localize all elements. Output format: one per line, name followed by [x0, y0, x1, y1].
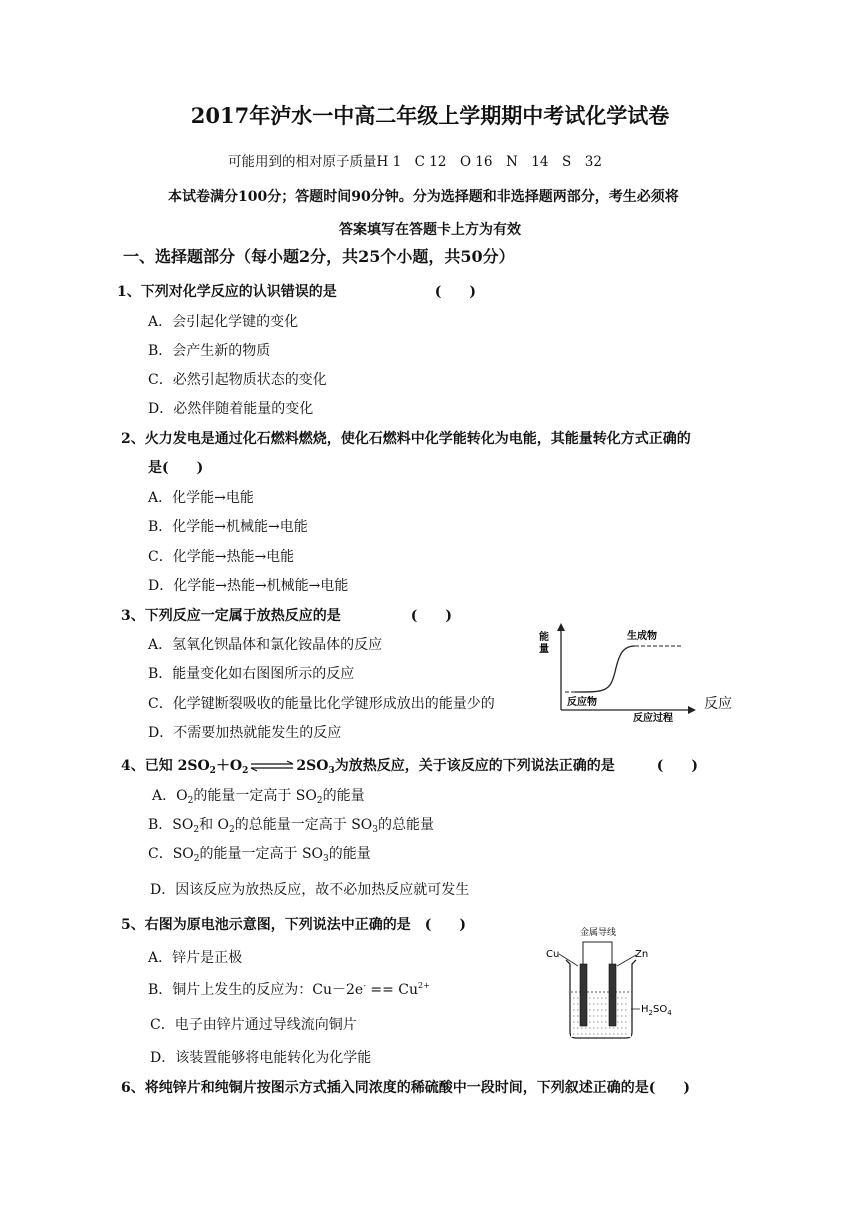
q4b-sub-1: 2	[193, 825, 200, 835]
question-4-stem	[121, 757, 698, 780]
q4b-part-2: 和 O	[199, 817, 230, 833]
q4c-sub-1: 2	[193, 854, 200, 864]
q4-stem-plus: ＋O	[215, 758, 243, 774]
so-label: SO	[653, 1004, 668, 1015]
energy-axis-x-arrow	[688, 706, 696, 714]
question-2-stem-line-1: 2、火力发电是通过化石燃料燃烧，使化石燃料中化学能转化为电能，其能量转化方式正确的	[121, 431, 691, 447]
q4b-sub-3: 3	[372, 825, 379, 835]
question-4-option-a	[152, 787, 365, 810]
question-2-option-c: C．化学能→热能→电能	[148, 549, 295, 565]
question-5-option-c: C．电子由锌片通过导线流向铜片	[150, 1017, 357, 1033]
question-1-option-d: D．必然伴随着能量的变化	[148, 401, 314, 417]
question-4-option-c	[148, 845, 371, 868]
zn-label-leader	[617, 955, 636, 966]
question-5-option-a: A．锌片是正极	[148, 950, 243, 966]
question-2-option-d: D．化学能→热能→机械能→电能	[148, 578, 349, 594]
question-5-stem: 5、右图为原电池示意图，下列说法中正确的是 ( )	[121, 917, 466, 933]
q4a-part-2: 的能量一定高于 SO	[193, 788, 317, 804]
energy-axis-y-arrow	[557, 623, 565, 631]
q4a-sub-2: 2	[316, 796, 323, 806]
q5b-prefix: B．铜片上发生的反应为：Cu－2e	[148, 982, 364, 998]
q4c-sub-2: 3	[323, 854, 329, 864]
instructions-line-1: 本试卷满分100分；答题时间90分钟。分为选择题和非选择题两部分，考生必须将	[168, 189, 679, 205]
page-title: 2017年泸水一中高二年级上学期期中考试化学试卷	[190, 103, 670, 128]
question-4-option-b	[148, 816, 434, 839]
question-3-option-d: D．不需要加热就能发生的反应	[148, 725, 342, 741]
question-5-option-d: D．该装置能够将电能转化为化学能	[150, 1050, 372, 1066]
q4a-part-1: A．O	[152, 788, 188, 804]
q4b-part-4: 的总能量	[378, 817, 435, 833]
wire-label: 金属导线	[580, 928, 617, 938]
galvanic-cell-diagram	[540, 922, 685, 1044]
q4-stem-suffix: 为放热反应，关于该反应的下列说法正确的是 ( )	[334, 758, 698, 774]
product-label: 生成物	[627, 631, 657, 642]
atomic-masses: 可能用到的相对原子质量H 1 C 12 O 16 N 14 S 32	[228, 154, 602, 170]
instructions-line-2: 答案填写在答题卡上方为有效	[339, 222, 521, 238]
question-1-option-a: A．会引起化学键的变化	[148, 314, 299, 330]
electrolyte-label	[641, 1004, 672, 1017]
cu-label-leader	[559, 954, 578, 966]
cu-electrode	[580, 964, 587, 1026]
cu-electrode-label: Cu	[546, 949, 560, 960]
q4a-part-3: 的能量	[322, 788, 365, 804]
q4c-part-3: 的能量	[328, 846, 371, 862]
energy-axis-y-label-2: 量	[539, 644, 549, 655]
question-2-option-b: B．化学能→机械能→电能	[148, 519, 308, 535]
zn-electrode	[609, 964, 616, 1026]
question-2-stem-line-2: 是( )	[148, 460, 204, 476]
q4-stem-sub-3: 3	[328, 766, 335, 776]
h-sub: 2	[648, 1009, 653, 1017]
q5b-sup-2: 2+	[418, 981, 430, 990]
question-1-option-b: B．会产生新的物质	[148, 343, 271, 359]
q4-stem-mid: 2SO	[296, 758, 329, 774]
question-3-option-b: B．能量变化如右图图所示的反应	[148, 666, 355, 682]
q4-stem-sub-2: 2	[242, 766, 249, 776]
q4-stem-prefix: 4、已知 2SO	[121, 758, 210, 774]
so4-sub: 4	[667, 1009, 672, 1017]
reactant-label: 反应物	[567, 697, 597, 708]
section-heading-choice: 一、选择题部分（每小题2分，共25个小题，共50分）	[123, 247, 515, 266]
energy-axis-y-label-1: 能	[539, 632, 549, 643]
energy-curve	[575, 646, 635, 692]
question-3-option-c: C．化学键断裂吸收的能量比化学键形成放出的能量少的	[148, 696, 495, 712]
question-6-stem: 6、将纯锌片和纯铜片按图示方式插入同浓度的稀硫酸中一段时间，下列叙述正确的是( )	[121, 1080, 690, 1096]
energy-diagram	[535, 622, 700, 724]
question-4-option-d: D．因该反应为放热反应，故不必加热反应就可发生	[150, 882, 470, 898]
reaction-progress-label: 反应过程	[633, 713, 673, 724]
question-1-stem: 1、下列对化学反应的认识错误的是 ( )	[117, 284, 476, 300]
q4-stem-sub-1: 2	[209, 766, 216, 776]
q4a-sub-1: 2	[187, 796, 194, 806]
question-5-option-b	[148, 977, 430, 999]
q5b-mid: == Cu	[365, 982, 419, 998]
zn-electrode-label: Zn	[635, 949, 649, 960]
q4c-part-1: C．SO	[148, 846, 194, 862]
metal-wire	[583, 942, 612, 964]
q5b-sup-1: -	[363, 981, 366, 990]
question-2-option-a: A．化学能→电能	[148, 490, 254, 506]
q4b-part-3: 的总能量一定高于 SO	[234, 817, 373, 833]
q4b-sub-2: 2	[229, 825, 235, 835]
q4b-part-1: B．SO	[148, 817, 194, 833]
question-3-option-c-tail: 反应	[704, 696, 732, 712]
question-3-option-a: A．氢氧化钡晶体和氯化铵晶体的反应	[148, 637, 383, 653]
h-label: H	[641, 1004, 649, 1015]
reversible-arrow-icon	[249, 760, 295, 772]
question-1-option-c: C．必然引起物质状态的变化	[148, 372, 327, 388]
question-3-stem: 3、下列反应一定属于放热反应的是 ( )	[121, 608, 452, 624]
q4c-part-2: 的能量一定高于 SO	[199, 846, 324, 862]
